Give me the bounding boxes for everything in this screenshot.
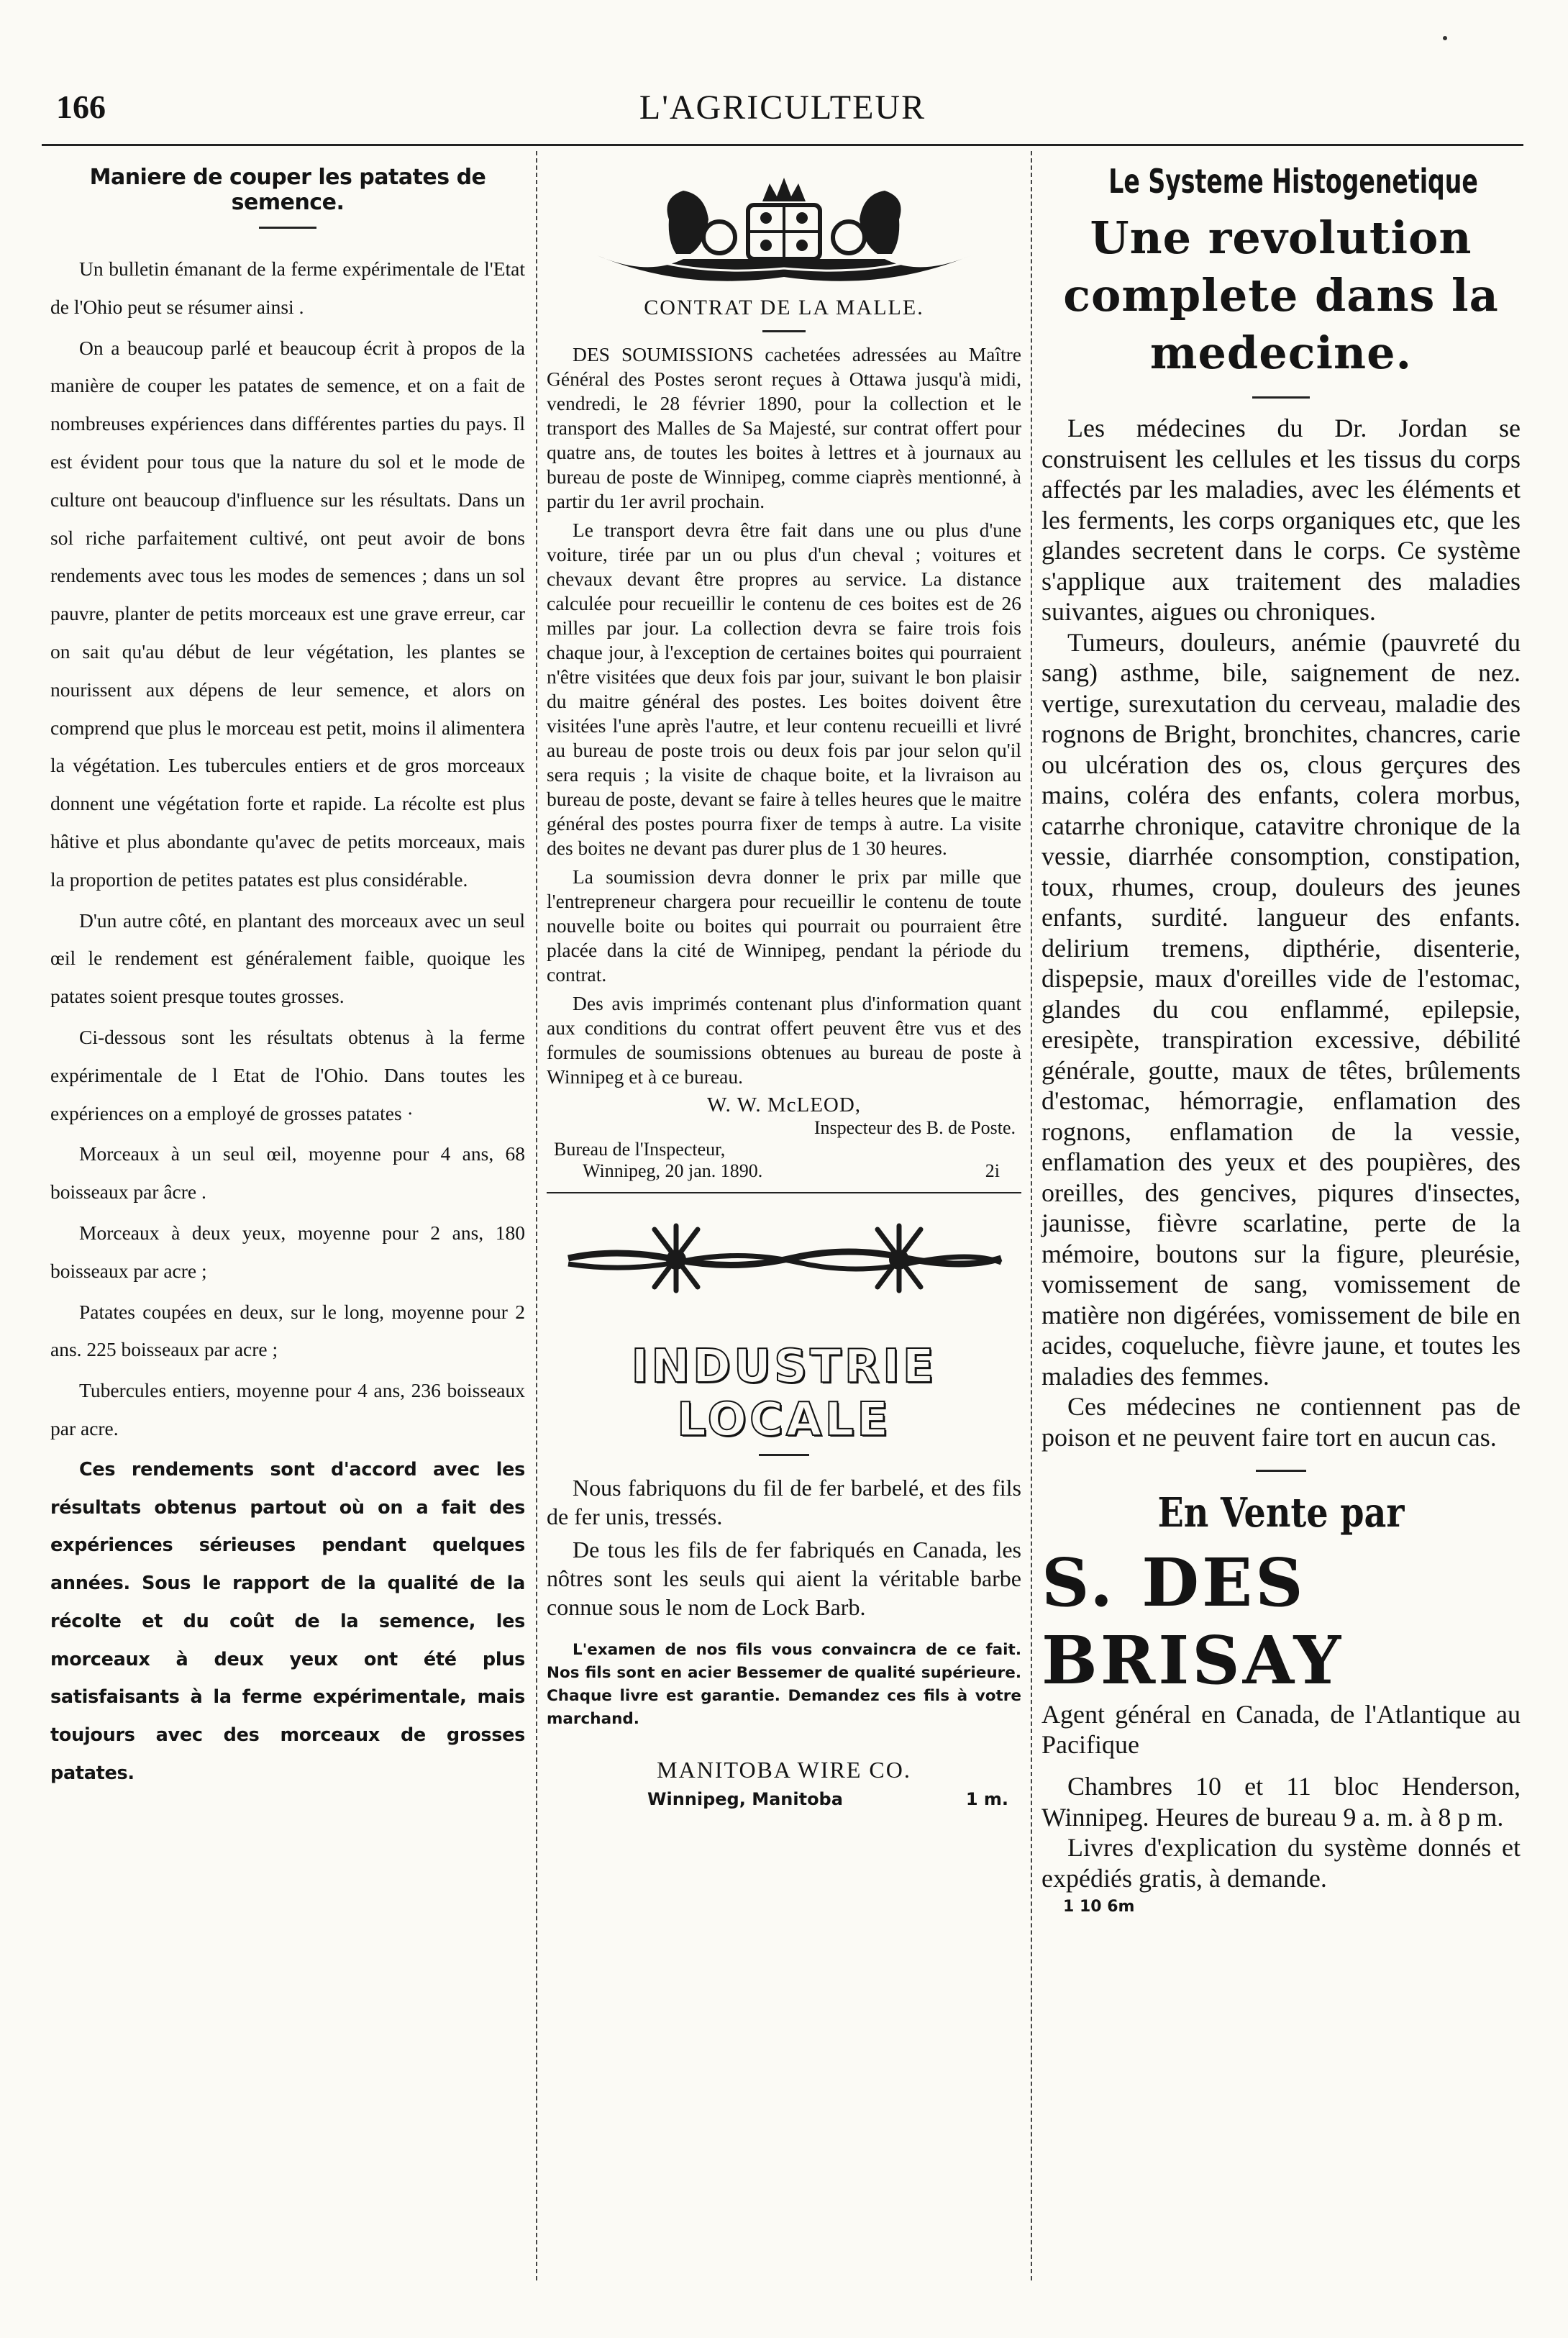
- notice-paragraph: Le transport devra être fait dans une ou plus d'une voiture, tirée par un ou plus d'un cheval ; voitures et chevaux devant être propres au service. La distance calculée pour recueillir le contenu de ces boites est de 26 milles par jour. La collection devra se faire trois fois chaque jour, à l'exception de certaines boites qui pourraient n'être visitées que deux fois par jour, suivant le bon plaisir du maitre général des postes. Les boites doivent être visitées l'une après l'autre, et leur contenu recueilli et livré au bureau de poste trois ou deux fois par jour selon qu'il sera requis ; la visite de chaque boite, et la livraison au bureau de poste, devant se faire à telles heures que le maitre général des postes pourra fixer de temps à autre. La visite des boites ne devant pas durer plus de 1 30 heures.: [547, 519, 1021, 859]
- heading-rule: [259, 227, 316, 229]
- ad-ref-code: 1 10 6m: [1063, 1898, 1135, 1916]
- ad-headline: Le Systeme Histogenetique: [1108, 162, 1478, 201]
- header-rule: [42, 144, 1523, 146]
- address-line: Chambres 10 et 11 bloc Henderson, Winnipeg. Heures de bureau 9 a. m. à 8 p m.: [1041, 1772, 1521, 1832]
- notice-paragraph: DES SOUMISSIONS cachetées adressées au Maître Général des Postes seront reçues à Ottawa jusqu'à midi, vendredi, le 28 février 1890, pour la collection et le transport des Malles de Sa Majesté, sur contrat offert pour quatre ans, de toutes les boites à lettres et à journaux au bureau de poste de Winnipeg, comme ciaprès mentionné, à partir du 1er avril prochain.: [547, 343, 1021, 512]
- article-paragraph: On a beaucoup parlé et beaucoup écrit à propos de la manière de couper les patates de semence, et on a fait de nombreuses expériences dans différentes parties du pays. Il est évident pour tous que la nature du sol et le mode de culture ont beaucoup d'influence sur les résultats. Dans un sol riche parfaitement cultivé, ont peut avoir de bons rendements avec tous les modes de semences ; dans un sol pauvre, planter de petits morceaux est une grave erreur, car on sait qu'au début de leur végétation, les plantes se nourissent aux dépens de leur semence, et alors on comprend que plus le morceau est petit, moins il alimentera la végétation. Les tubercules entiers et de gros morceaux donnent une végétation forte et rapide. La récolte est plus hâtive et plus abondante qu'avec de petits morceaux, mais la proportion de petites patates est plus considérable.: [50, 336, 525, 891]
- column-divider-1: [536, 151, 537, 2280]
- article-paragraph: Morceaux à un seul œil, moyenne pour 4 ans, 68 boisseaux par âcre .: [50, 1142, 525, 1204]
- ad-paragraph: Ces médecines ne contiennent pas de poison et ne peuvent faire tort en aucun cas.: [1041, 1392, 1521, 1452]
- livres-line: Livres d'explication du système donnés et expédiés gratis, à demande.: [1041, 1833, 1521, 1893]
- industrie-bold-paragraph: L'examen de nos fils vous convaincra de ce fait. Nos fils sont en acier Bessemer de qualité supérieure. Chaque livre est garantie. Demandez ces fils à votre marchand.: [547, 1641, 1021, 1728]
- dateline-text: Winnipeg, 20 jan. 1890.: [583, 1160, 763, 1181]
- notice-paragraph: La soumission devra donner le prix par mille que l'entrepreneur chargera pour recueillir le contenu de toute nouvelle boite ou boites qui pourrait ou pourraient être placée dans la cité de Winnipeg, pendant la période du contrat.: [547, 865, 1021, 986]
- signature-title: Inspecteur des B. de Poste.: [813, 1117, 1016, 1138]
- company-city: [547, 1789, 1021, 1809]
- vente-rule: [1256, 1470, 1306, 1472]
- company-name: MANITOBA WIRE CO.: [657, 1757, 911, 1783]
- agent-line: Agent général en Canada, de l'Atlantique au Pacifique: [1041, 1700, 1521, 1759]
- industrie-paragraph: Nous fabriquons du fil de fer barbelé, et des fils de fer unis, tressés.: [547, 1475, 1021, 1529]
- page-number: 166: [56, 88, 106, 125]
- article-paragraph: Morceaux à deux yeux, moyenne pour 2 ans, 180 boisseaux par acre ;: [50, 1221, 525, 1282]
- ad-subheadline: Une revolution complete dans la medecine.: [1063, 211, 1499, 379]
- column-divider-2: [1031, 151, 1032, 2280]
- industrie-paragraph: De tous les fils de fer fabriqués en Canada, les nôtres sont les seuls qui aient la véritable barbe connue sous le nom de Lock Barb.: [547, 1537, 1021, 1620]
- article-paragraph: Ci-dessous sont les résultats obtenus à la ferme expérimentale de l Etat de l'Ohio. Dans toutes les expériences on a employé de grosses patates ·: [50, 1025, 525, 1124]
- contract-title: CONTRAT DE LA MALLE.: [644, 296, 924, 319]
- journal-title: L'AGRICULTEUR: [639, 88, 926, 127]
- article-heading: Maniere de couper les patates de semence.: [89, 165, 486, 215]
- column-mail-contract: [547, 162, 1021, 1809]
- title-rule: [762, 330, 806, 332]
- bureau-line: Bureau de l'Inspecteur,: [554, 1139, 726, 1160]
- city-ref: 1 m.: [965, 1789, 1008, 1809]
- insertion-code: 2i: [985, 1160, 1000, 1181]
- royal-crest-icon: [583, 169, 985, 291]
- article-paragraph: Patates coupées en deux, sur le long, moyenne pour 2 ans. 225 boisseaux par acre ;: [50, 1300, 525, 1361]
- industrie-title: INDUSTRIE LOCALE: [631, 1340, 937, 1447]
- vente-heading: En Vente par: [1157, 1489, 1405, 1537]
- industrie-rule: [759, 1454, 809, 1456]
- ad-rule: [1252, 396, 1310, 399]
- print-speck: [1443, 36, 1447, 40]
- seller-name: S. DES BRISAY: [1041, 1544, 1344, 1699]
- column-potatoes: [50, 162, 525, 1796]
- notice-paragraph: Des avis imprimés contenant plus d'information quant aux conditions du contrat offert peuvent être vus et des formules de soumissions obtenues au bureau de poste à Winnipeg et à ce bureau.: [547, 992, 1021, 1088]
- article-paragraph: Ces rendements sont d'accord avec les résultats obtenus partout où on a fait des expériences sérieuses pendant quelques années. Sous le rapport de la qualité de la récolte et du coût de la semence, les morceaux à deux yeux ont été plus satisfaisants à la ferme expérimentale, mais toujours avec des morceaux de grosses patates.: [50, 1458, 525, 1785]
- column-medicine-ad: [1041, 162, 1521, 1916]
- city-text: Winnipeg, Manitoba: [647, 1789, 843, 1809]
- article-paragraph: D'un autre côté, en plantant des morceaux avec un seul œil le rendement est généralement faible, quoique les patates soient presque toutes grosses.: [50, 909, 525, 1008]
- signature: W. W. McLEOD,: [706, 1093, 862, 1116]
- article-paragraph: Un bulletin émanant de la ferme expérimentale de l'Etat de l'Ohio peut se résumer ainsi .: [50, 258, 525, 318]
- dateline: [547, 1160, 1021, 1182]
- ad-paragraph: Les médecines du Dr. Jordan se construisent les cellules et les tissus du corps affectés par les maladies, avec les éléments et les ferments, les corps organiques etc, que les glandes secretent dans le corps. Ce système s'applique aux traitement des maladies suivantes, aigues ou chroniques.: [1041, 414, 1521, 626]
- page-header: [42, 81, 1523, 138]
- barbed-wire-icon: [561, 1215, 1007, 1301]
- article-paragraph: Tubercules entiers, moyenne pour 4 ans, 236 boisseaux par acre.: [50, 1379, 525, 1439]
- section-rule: [547, 1192, 1021, 1193]
- ad-paragraph: Tumeurs, douleurs, anémie (pauvreté du sang) asthme, bile, saignement de nez. vertige, surexutation du cerveau, maladie des rognons de Bright, bronchites, chancres, carie ou ulcération des os, clous gerçures des mains, coléra des enfants, colera morbus, catarrhe chronique, catavitre chronique de la vessie, diarrhée consomption, constipation, toux, rhumes, croup, douleurs des jeunes enfants, surdité. langueur des enfants. delirium tremens, dipthérie, disenterie, dispepsie, maux d'oreilles vide de l'estomac, glandes du cou enflammé, epilepsie, eresipète, transpiration excessive, débilité générale, goutte, maux de têtes, brûlements d'estomac, hémorragie, enflamation des rognons, enflamation de la vessie, enflamation des yeux et des poupières, des oreilles, des gencives, piqures d'insectes, jaunisse, fièvre scarlatine, perte de la mémoire, boutons sur la figure, pleurésie, vomissement de sang, vomissement de matière non digérées, vomissement de bile en acides, coqueluche, fièvre jaune, et toutes les maladies des femmes.: [1041, 627, 1521, 1391]
